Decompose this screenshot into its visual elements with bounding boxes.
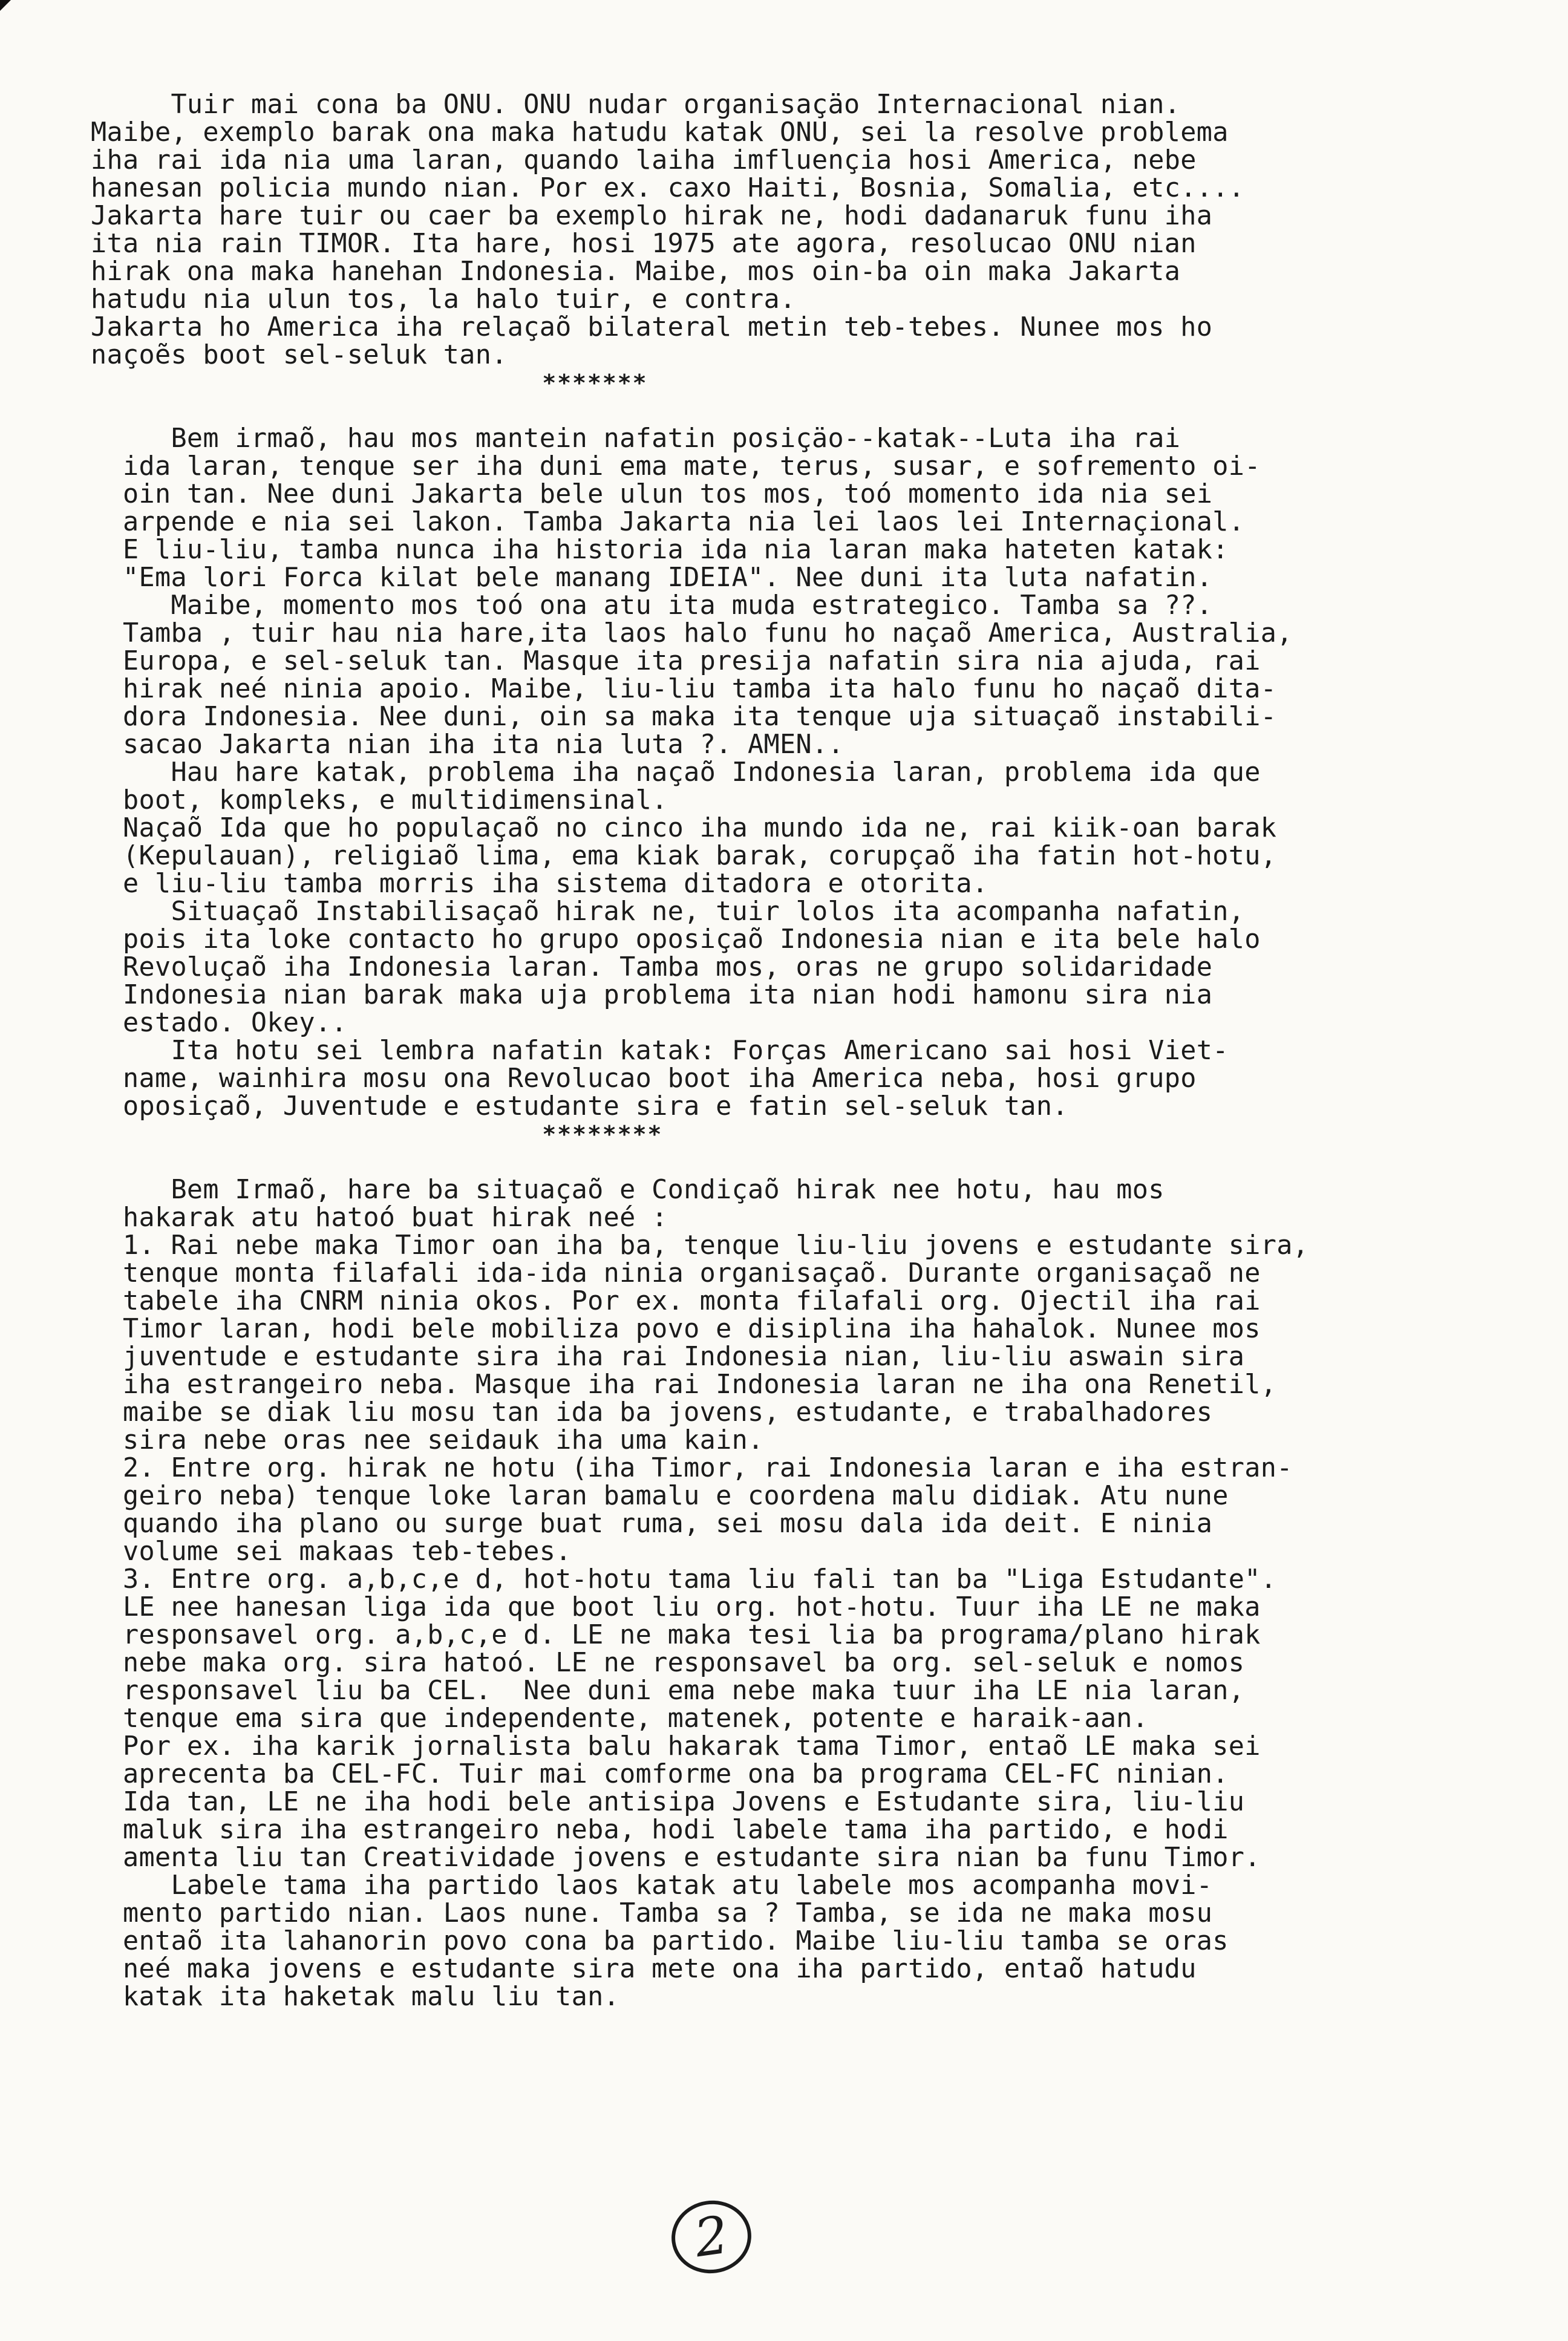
text-line: Bem irmaõ, hau mos mantein nafatin posiçäo--katak--Luta iha rai: [91, 423, 1181, 454]
text-line: neé maka jovens e estudante sira mete ona iha partido, entaõ hatudu: [91, 1954, 1197, 1984]
text-line: ida laran, tenque ser iha duni ema mate, terus, susar, e sofremento oi-: [91, 451, 1261, 482]
text-line: arpende e nia sei lakon. Tamba Jakarta nia lei laos lei Internaçional.: [91, 507, 1245, 537]
text-line: responsavel liu ba CEL. Nee duni ema nebe maka tuur iha LE nia laran,: [91, 1676, 1245, 1706]
text-line: 3. Entre org. a,b,c,e d, hot-hotu tama liu fali tan ba "Liga Estudante".: [91, 1564, 1277, 1595]
text-line: hakarak atu hatoó buat hirak neé :: [91, 1203, 668, 1233]
paragraph-strategy: [91, 425, 1422, 1120]
text-line: Maibe, momento mos toó ona atu ita muda estrategico. Tamba sa ??.: [91, 590, 1213, 621]
text-line: Ida tan, LE ne iha hodi bele antisipa Jovens e Estudante sira, liu-liu: [91, 1787, 1245, 1817]
text-line: E liu-liu, tamba nunca iha historia ida nia laran maka hateten katak:: [91, 535, 1229, 565]
text-line: boot, kompleks, e multidimensinal.: [91, 785, 668, 815]
paragraph-proposals: [91, 1176, 1422, 2011]
page-number: 2: [667, 2195, 756, 2278]
text-line: 1. Rai nebe maka Timor oan iha ba, tenque liu-liu jovens e estudante sira,: [91, 1230, 1309, 1261]
text-line: hirak neé ninia apoio. Maibe, liu-liu tamba ita halo funu ho naçaõ dita-: [91, 674, 1277, 704]
section-separator: *******: [91, 370, 648, 396]
text-line: Maibe, exemplo barak ona maka hatudu katak ONU, sei la resolve problema: [91, 117, 1229, 148]
text-line: volume sei makaas teb-tebes.: [91, 1536, 572, 1567]
text-line: naçoẽs boot sel-seluk tan.: [91, 340, 508, 370]
text-line: amenta liu tan Creatividade jovens e estudante sira nian ba funu Timor.: [91, 1843, 1261, 1873]
text-line: name, wainhira mosu ona Revolucao boot iha America neba, hosi grupo: [91, 1063, 1197, 1094]
text-line: Naçaõ Ida que ho populaçaõ no cinco iha mundo ida ne, rai kiik-oan barak: [91, 813, 1277, 843]
text-line: Hau hare katak, problema iha naçaõ Indonesia laran, problema ida que: [91, 757, 1261, 788]
text-line: estado. Okey..: [91, 1008, 347, 1038]
text-line: hanesan policia mundo nian. Por ex. caxo Haiti, Bosnia, Somalia, etc....: [91, 173, 1245, 203]
text-line: tabele iha CNRM ninia okos. Por ex. monta filafali org. Ojectil iha rai: [91, 1286, 1261, 1316]
paragraph-onu: [91, 91, 1422, 369]
text-line: hatudu nia ulun tos, la halo tuir, e contra.: [91, 284, 796, 315]
text-line: pois ita loke contacto ho grupo oposiçaõ Indonesia nian e ita bele halo: [91, 924, 1261, 955]
text-line: Jakarta ho America iha relaçaõ bilateral metin teb-tebes. Nunee mos ho: [91, 312, 1213, 342]
text-line: Timor laran, hodi bele mobiliza povo e disiplina iha hahalok. Nunee mos: [91, 1314, 1261, 1344]
text-line: Indonesia nian barak maka uja problema ita nian hodi hamonu sira nia: [91, 980, 1213, 1010]
text-line: sira nebe oras nee seidauk iha uma kain.: [91, 1425, 764, 1455]
text-line: aprecenta ba CEL-FC. Tuir mai comforme ona ba programa CEL-FC ninian.: [91, 1759, 1229, 1789]
text-line: Bem Irmaõ, hare ba situaçaõ e Condiçaõ hirak nee hotu, hau mos: [91, 1175, 1165, 1205]
document-page: [91, 91, 1422, 2011]
text-line: maluk sira iha estrangeiro neba, hodi labele tama iha partido, e hodi: [91, 1815, 1229, 1845]
text-line: Jakarta hare tuir ou caer ba exemplo hirak ne, hodi dadanaruk funu iha: [91, 201, 1213, 231]
text-line: entaõ ita lahanorin povo cona ba partido. Maibe liu-liu tamba se oras: [91, 1926, 1229, 1956]
text-line: Europa, e sel-seluk tan. Masque ita presija nafatin sira nia ajuda, rai: [91, 646, 1261, 676]
text-line: hirak ona maka hanehan Indonesia. Maibe, mos oin-ba oin maka Jakarta: [91, 256, 1181, 287]
text-line: Tuir mai cona ba ONU. ONU nudar organisaçäo Internacional nian.: [91, 90, 1181, 120]
text-line: Tamba , tuir hau nia hare,ita laos halo funu ho naçaõ America, Australia,: [91, 618, 1293, 648]
text-line: geiro neba) tenque loke laran bamalu e coordena malu didiak. Atu nune: [91, 1481, 1229, 1511]
text-line: Ita hotu sei lembra nafatin katak: Forças Americano sai hosi Viet-: [91, 1036, 1229, 1066]
text-line: tenque monta filafali ida-ida ninia organisaçaõ. Durante organisaçaõ ne: [91, 1258, 1261, 1288]
text-line: nebe maka org. sira hatoó. LE ne responsavel ba org. sel-seluk e nomos: [91, 1648, 1245, 1678]
text-line: mento partido nian. Laos nune. Tamba sa ? Tamba, se ida ne maka mosu: [91, 1898, 1213, 1928]
section-separator: ********: [91, 1121, 663, 1148]
text-line: dora Indonesia. Nee duni, oin sa maka ita tenque uja situaçaõ instabili-: [91, 702, 1277, 732]
text-line: (Kepulauan), religiaõ lima, ema kiak barak, corupçaõ iha fatin hot-hotu,: [91, 841, 1277, 871]
text-line: iha rai ida nia uma laran, quando laiha imfluençia hosi America, nebe: [91, 145, 1197, 175]
text-line: katak ita haketak malu liu tan.: [91, 1982, 620, 2012]
text-line: e liu-liu tamba morris iha sistema ditadora e otorita.: [91, 869, 988, 899]
text-line: iha estrangeiro neba. Masque iha rai Indonesia laran ne iha ona Renetil,: [91, 1370, 1277, 1400]
text-line: "Ema lori Forca kilat bele manang IDEIA". Nee duni ita luta nafatin.: [91, 563, 1213, 593]
text-line: Revoluçaõ iha Indonesia laran. Tamba mos, oras ne grupo solidaridade: [91, 952, 1213, 982]
text-line: 2. Entre org. hirak ne hotu (iha Timor, rai Indonesia laran e iha estran-: [91, 1453, 1293, 1483]
text-line: tenque ema sira que independente, matenek, potente e haraik-aan.: [91, 1703, 1149, 1734]
text-line: sacao Jakarta nian iha ita nia luta ?. AMEN..: [91, 730, 844, 760]
text-line: quando iha plano ou surge buat ruma, sei mosu dala ida deit. E ninia: [91, 1509, 1213, 1539]
scan-corner-mark: [0, 0, 11, 11]
text-line: Por ex. iha karik jornalista balu hakarak tama Timor, entaõ LE maka sei: [91, 1731, 1261, 1761]
text-line: Labele tama iha partido laos katak atu labele mos acompanha movi-: [91, 1870, 1213, 1901]
text-line: LE nee hanesan liga ida que boot liu org. hot-hotu. Tuur iha LE ne maka: [91, 1592, 1261, 1622]
text-line: maibe se diak liu mosu tan ida ba jovens, estudante, e trabalhadores: [91, 1397, 1213, 1428]
text-line: responsavel org. a,b,c,e d. LE ne maka tesi lia ba programa/plano hirak: [91, 1620, 1261, 1650]
text-line: ita nia rain TIMOR. Ita hare, hosi 1975 ate agora, resolucao ONU nian: [91, 229, 1197, 259]
text-line: juventude e estudante sira iha rai Indonesia nian, liu-liu aswain sira: [91, 1342, 1245, 1372]
text-line: oin tan. Nee duni Jakarta bele ulun tos mos, toó momento ida nia sei: [91, 479, 1213, 509]
text-line: Situaçaõ Instabilisaçaõ hirak ne, tuir lolos ita acompanha nafatin,: [91, 896, 1245, 927]
text-line: oposiçaõ, Juventude e estudante sira e fatin sel-seluk tan.: [91, 1091, 1068, 1122]
